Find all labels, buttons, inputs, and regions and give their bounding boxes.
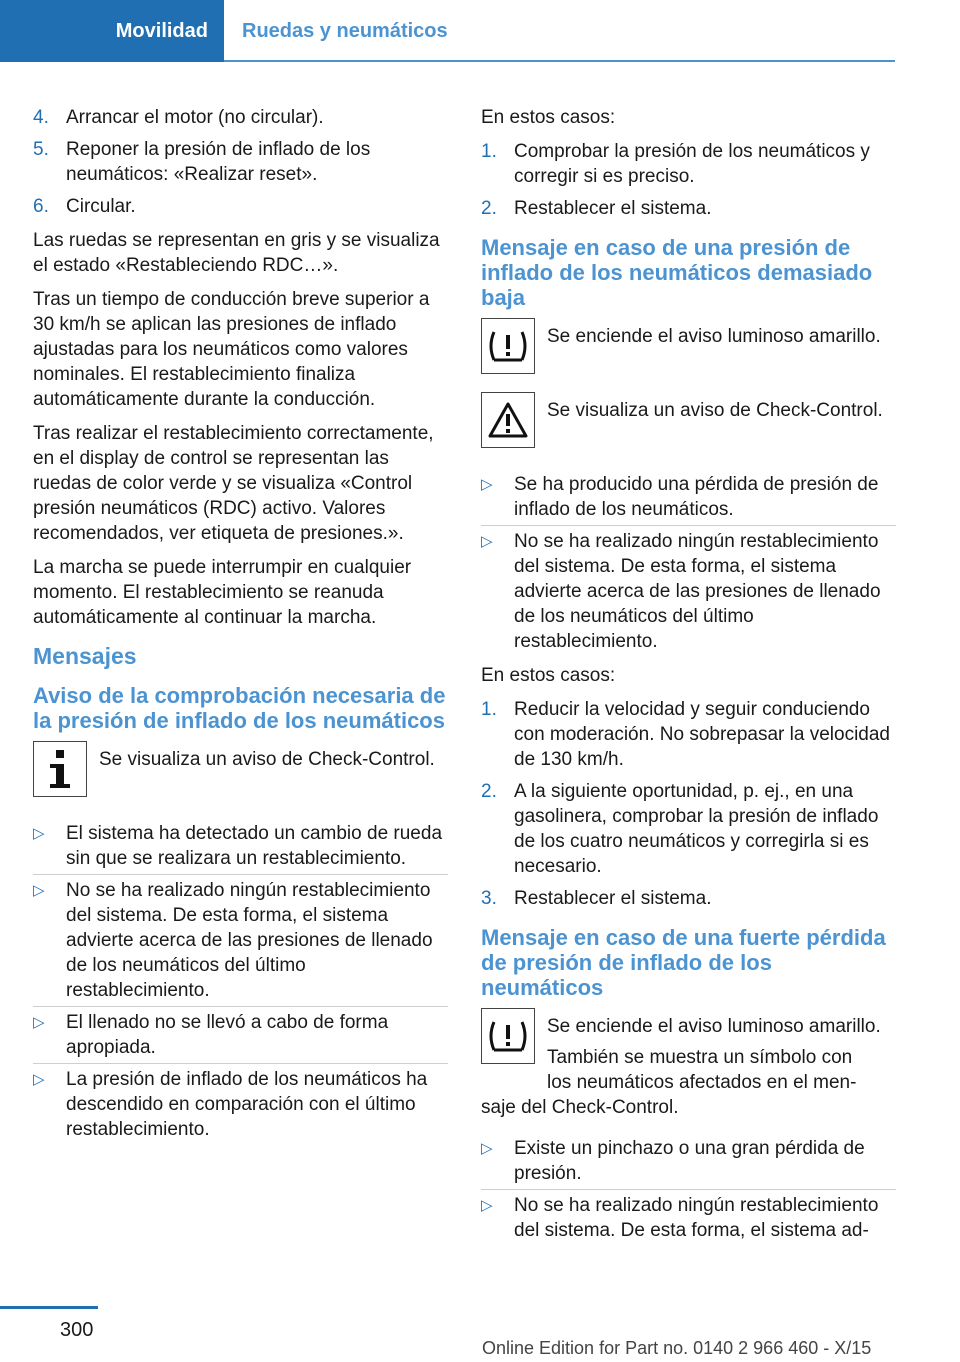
list-item: 3. Restablecer el sistema. — [481, 888, 712, 909]
steps-list-1 — [481, 139, 896, 221]
paragraph: Tras realizar el restablecimiento correctamente, en el display de control se representan las ruedas de color verde y se visualiza «Control presión neumáticos (RDC) activo. Valores recomendados, ver etiqueta de presiones.». — [33, 423, 434, 544]
list-item: 2. A la siguiente oportunidad, p. ej., en una gasolinera, comprobar la presión de inflado de los cuatro neumáticos y corregirla si es necesario. — [481, 781, 879, 877]
tpms-severe-text: Se enciende el aviso luminoso amarillo. — [547, 1016, 881, 1037]
tpms-warning-row — [481, 324, 896, 382]
section-tab-movilidad: Movilidad — [0, 0, 224, 62]
triangle-bullet-icon: ▷ — [481, 1197, 493, 1214]
tpms-severe-row — [481, 1014, 896, 1120]
reset-steps-list — [33, 105, 448, 219]
heading-mensajes: Mensajes — [33, 643, 137, 669]
paragraph: Tras un tiempo de conducción breve superior a 30 km/h se aplican las presiones de inflado ajustadas para los neumáticos como valores nominales. El restablecimiento finaliza automáticamente durante la conducción. — [33, 289, 430, 410]
symbol-text-line: También se muestra un símbolo con — [547, 1047, 853, 1068]
triangle-bullet-icon: ▷ — [481, 1140, 493, 1157]
edition-footer: Online Edition for Part no. 0140 2 966 460 - X/15 — [482, 1338, 872, 1358]
list-item: ▷ El sistema ha detectado un cambio de rueda sin que se realizara un restablecimiento. — [33, 823, 443, 869]
triangle-bullet-icon: ▷ — [33, 1071, 45, 1088]
symbol-text-line: saje del Check-Control. — [481, 1097, 679, 1118]
fuerte-bullet-list — [481, 1136, 896, 1243]
aviso-bullet-list — [33, 821, 448, 1142]
list-item: ▷ Existe un pinchazo o una gran pérdida de presión. — [481, 1138, 865, 1184]
info-message-row — [33, 747, 448, 805]
warning-triangle-icon — [481, 392, 535, 448]
section-tab-ruedas: Ruedas y neumáticos — [242, 19, 448, 42]
list-item: 1. Comprobar la presión de los neumáticos y corregir si es preciso. — [481, 141, 870, 187]
info-icon — [33, 741, 87, 797]
baja-bullet-list — [481, 472, 896, 654]
triangle-bullet-icon: ▷ — [481, 533, 493, 550]
paragraph: En estos casos: — [481, 107, 616, 128]
heading-presion-baja: Mensaje en caso de una presión de inflado de los neumáticos demasiado baja — [481, 235, 873, 310]
list-item: 4. Arrancar el motor (no circular). — [33, 107, 324, 128]
left-column — [33, 105, 448, 1151]
list-item: 6. Circular. — [33, 196, 136, 217]
paragraph: Las ruedas se representan en gris y se visualiza el estado «Restableciendo RDC…». — [33, 230, 440, 276]
list-item: 1. Reducir la velocidad y seguir conduciendo con moderación. No sobrepasar la velocidad de 130 km/h. — [481, 699, 890, 770]
heading-fuerte-perdida: Mensaje en caso de una fuerte pérdida de presión de inflado de los neumáticos — [481, 925, 886, 1000]
list-item: 2. Restablecer el sistema. — [481, 198, 712, 219]
list-item: ▷ El llenado no se llevó a cabo de forma apropiada. — [33, 1010, 448, 1060]
tire-pressure-warning-icon — [481, 318, 535, 374]
list-item: ▷ Se ha producido una pérdida de presión de inflado de los neumáticos. — [481, 474, 879, 520]
triangle-bullet-icon: ▷ — [481, 476, 493, 493]
steps-list-2 — [481, 697, 896, 911]
footer-rule — [0, 1306, 98, 1309]
paragraph: En estos casos: — [481, 665, 616, 686]
tire-pressure-warning-icon — [481, 1008, 535, 1064]
heading-aviso: Aviso de la comprobación necesaria de la presión de inflado de los neumáticos — [33, 683, 446, 733]
right-column — [481, 105, 896, 1252]
info-message-text: Se visualiza un aviso de Check-Control. — [99, 749, 435, 770]
triangle-bullet-icon: ▷ — [33, 1014, 45, 1031]
triangle-bullet-icon: ▷ — [33, 825, 45, 842]
page-header — [0, 0, 960, 62]
triangle-bullet-icon: ▷ — [33, 882, 45, 899]
list-item: ▷ No se ha realizado ningún restablecimiento del sistema. De esta forma, el sistema advierte acerca de las presiones de llenado de los neumáticos del último restablecimiento. — [33, 878, 448, 1003]
paragraph: La marcha se puede interrumpir en cualquier momento. El restablecimiento se reanuda automáticamente al continuar la marcha. — [33, 557, 412, 628]
list-item: ▷ La presión de inflado de los neumáticos ha descendido en comparación con el último restablecimiento. — [33, 1067, 448, 1142]
list-item: ▷ No se ha realizado ningún restablecimiento del sistema. De esta forma, el sistema ad- — [481, 1193, 896, 1243]
check-control-text: Se visualiza un aviso de Check-Control. — [547, 400, 883, 421]
tpms-warning-text: Se enciende el aviso luminoso amarillo. — [547, 326, 881, 347]
check-control-row — [481, 398, 896, 456]
list-item: 5. Reponer la presión de inflado de los neumáticos: «Realizar reset». — [33, 139, 371, 185]
page-number: 300 — [60, 1319, 94, 1341]
header-rule — [224, 60, 895, 62]
list-item: ▷ No se ha realizado ningún restablecimiento del sistema. De esta forma, el sistema advierte acerca de las presiones de llenado de los neumáticos del último restablecimiento. — [481, 529, 896, 654]
symbol-text-line: los neumáticos afectados en el men- — [547, 1072, 857, 1093]
